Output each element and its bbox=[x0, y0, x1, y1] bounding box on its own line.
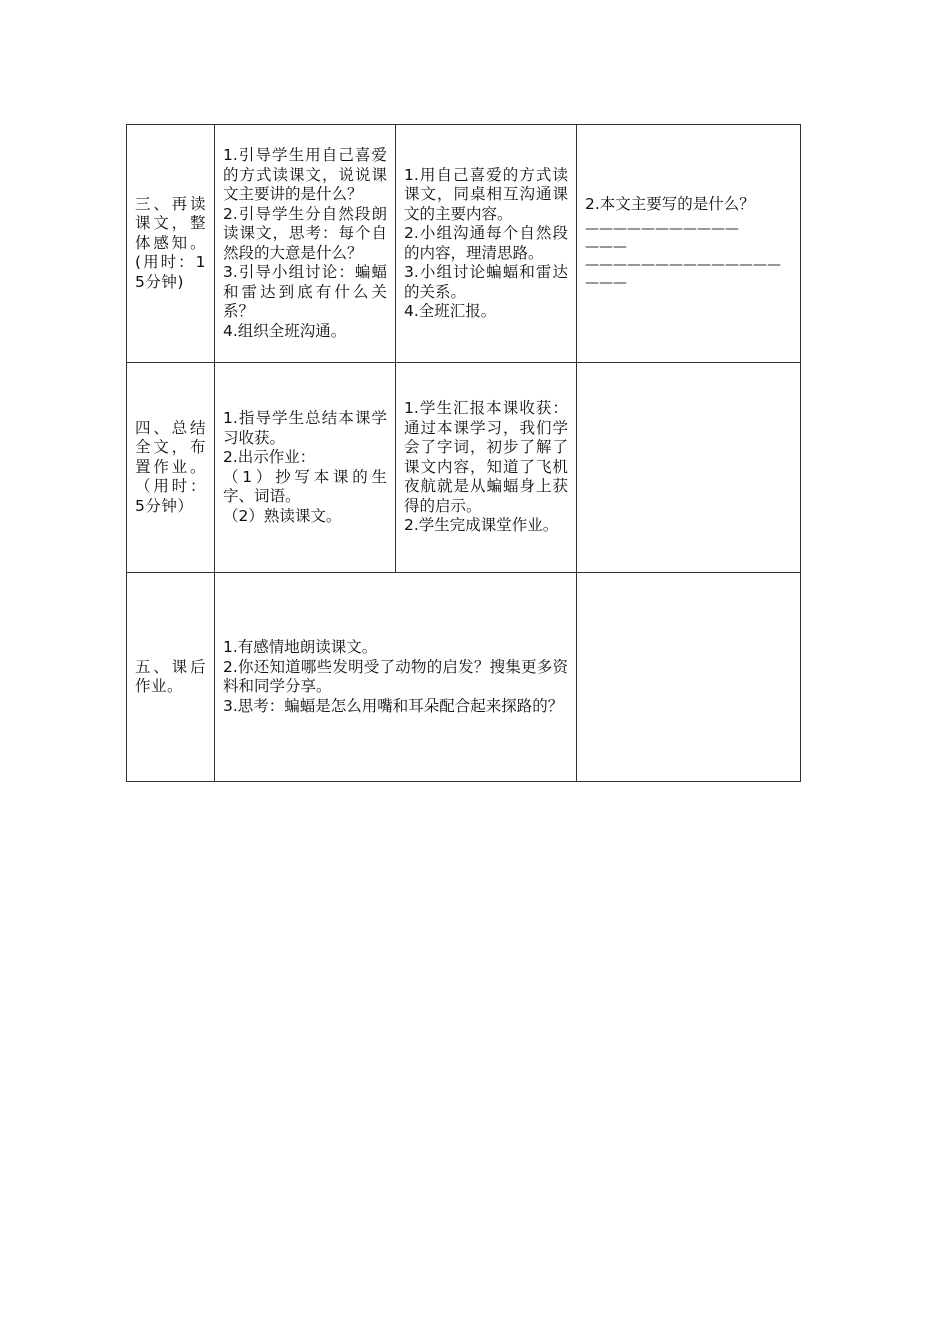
stage-cell bbox=[127, 573, 215, 782]
answer-blank-line: ——— bbox=[585, 239, 627, 256]
teacher-activity-cell bbox=[215, 125, 396, 363]
board-design-cell bbox=[577, 363, 801, 573]
table-row bbox=[127, 125, 801, 363]
homework-item: 3.思考：蝙蝠是怎么用嘴和耳朵配合起来探路的？ bbox=[223, 696, 564, 715]
answer-blank-line: ——————————— bbox=[585, 221, 739, 238]
answer-blank-line: ——— bbox=[585, 275, 627, 292]
student-activity-item: 4.全班汇报。 bbox=[404, 302, 497, 320]
student-activity-cell bbox=[396, 363, 577, 573]
stage-text: 五、课后作业。 bbox=[135, 657, 206, 695]
teacher-activity-item: 1.指导学生总结本课学习收获。 bbox=[223, 409, 387, 447]
answer-blank-line: —————————————— bbox=[585, 257, 781, 274]
teacher-activity-cell bbox=[215, 363, 396, 573]
board-design-cell bbox=[577, 573, 801, 782]
teacher-activity-item: 1.引导学生用自己喜爱的方式读课文，说说课文主要讲的是什么？ bbox=[223, 146, 387, 203]
teacher-activity-item: （2）熟读课文。 bbox=[223, 506, 342, 525]
homework-item: 2.你还知道哪些发明受了动物的启发？搜集更多资料和同学分享。 bbox=[223, 657, 568, 695]
teacher-activity-item: 2.引导学生分自然段朗读课文，思考：每个自然段的大意是什么？ bbox=[223, 204, 387, 262]
board-question: 2.本文主要写的是什么？ bbox=[585, 194, 755, 213]
stage-text: 三、再读课文，整体感知。(用时：15分钟) bbox=[135, 194, 206, 291]
teacher-activity-item: （1）抄写本课的生字、词语。 bbox=[223, 467, 387, 505]
stage-cell bbox=[127, 363, 215, 573]
student-activity-item: 3.小组讨论蝙蝠和雷达的关系。 bbox=[404, 263, 568, 301]
student-activity-item: 1.用自己喜爱的方式读课文，同桌相互沟通课文的主要内容。 bbox=[404, 165, 568, 223]
table-row bbox=[127, 363, 801, 573]
student-activity-item: 2.小组沟通每个自然段的内容，理清思路。 bbox=[404, 224, 568, 262]
homework-cell bbox=[215, 573, 577, 782]
stage-cell bbox=[127, 125, 215, 363]
homework-item: 1.有感情地朗读课文。 bbox=[223, 638, 378, 656]
stage-text: 四、总结全文，布置作业。（用时：5分钟） bbox=[135, 418, 206, 515]
teacher-activity-item: 3.引导小组讨论：蝙蝠和雷达到底有什么关系？ bbox=[223, 263, 387, 320]
student-activity-item: 2.学生完成课堂作业。 bbox=[404, 516, 559, 535]
teacher-activity-item: 2.出示作业： bbox=[223, 448, 316, 466]
lesson-plan-table bbox=[126, 124, 801, 782]
teacher-activity-item: 4.组织全班沟通。 bbox=[223, 321, 347, 340]
student-activity-item: 1.学生汇报本课收获：通过本课学习，我们学会了字词，初步了解了课文内容，知道了飞机夜航就是从蝙蝠身上获得的启示。 bbox=[404, 399, 568, 515]
table-row bbox=[127, 573, 801, 782]
board-design-cell bbox=[577, 125, 801, 363]
student-activity-cell bbox=[396, 125, 577, 363]
